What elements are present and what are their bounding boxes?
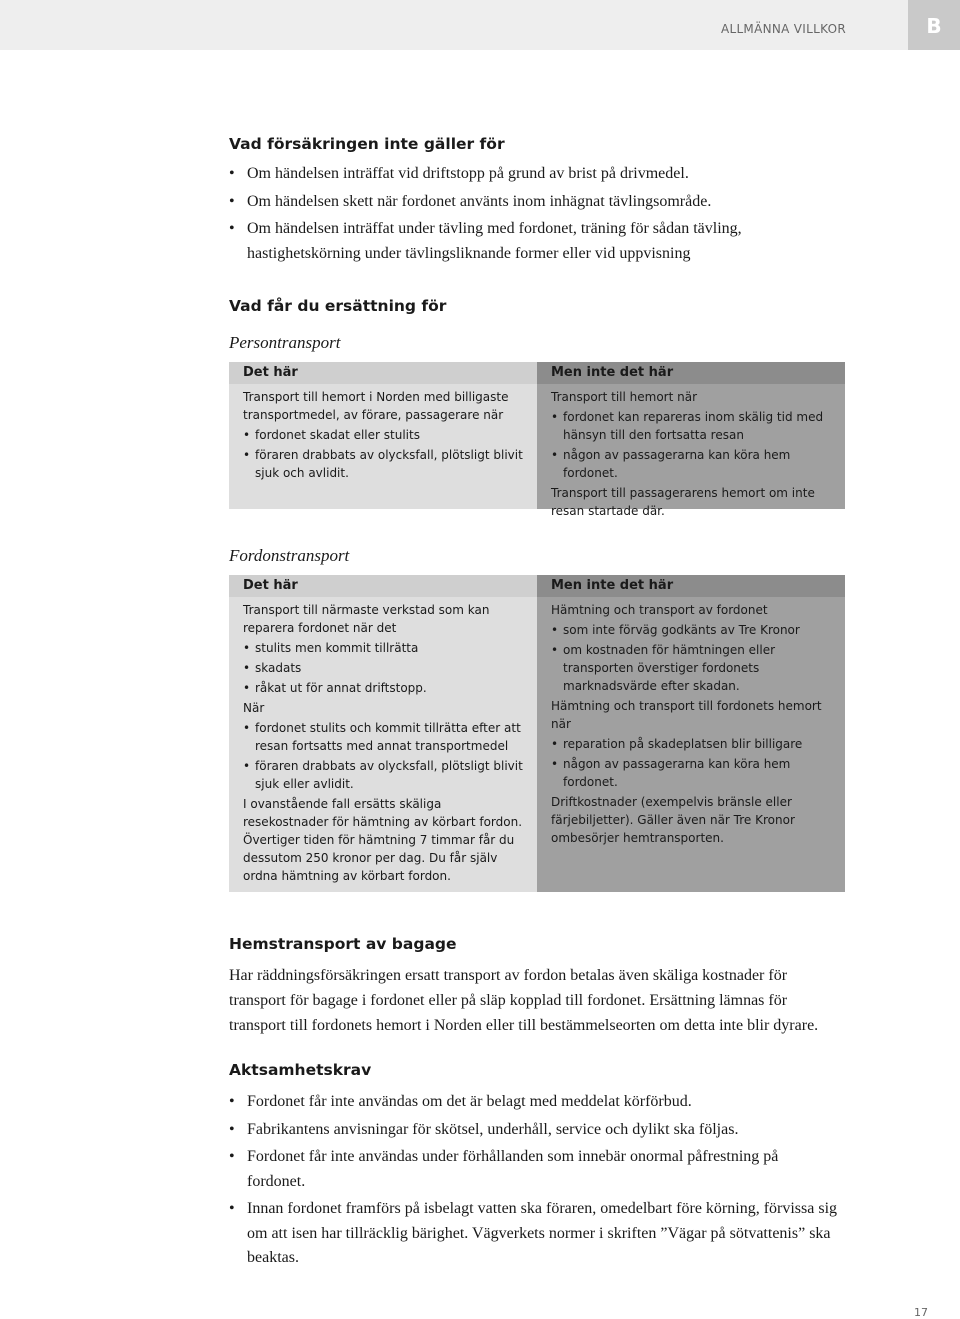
header-title: ALLMÄNNA VILLKOR: [720, 22, 846, 36]
box-intro: Hämtning och transport av fordonet: [551, 603, 768, 617]
box-heading: Det här: [229, 362, 537, 384]
box-outro: Transport till passagerarens hemort om inte resan startade där.: [551, 486, 815, 518]
box-heading: Men inte det här: [537, 362, 845, 384]
list-item: • som inte förväg godkänts av Tre Kronor: [551, 621, 831, 639]
list-item: • fordonet kan repareras inom skälig tid med hänsyn till den fortsatta resan: [551, 408, 831, 444]
aktsamhet-list: [229, 1090, 839, 1274]
heading-exclusions: Vad försäkringen inte gäller för: [229, 135, 505, 153]
list-item: • Innan fordonet framförs på isbelagt vatten ska föraren, omedelbart före körning, förvissa sig om att isen har tillräcklig bärighet. Vägverkets normer i skriften ”Vägar på sötvattenis” ska beaktas.: [229, 1197, 839, 1271]
box-when: När: [243, 701, 265, 715]
list-item: • föraren drabbats av olycksfall, plötsligt blivit sjuk och avlidit.: [243, 446, 523, 482]
list-item: • reparation på skadeplatsen blir billigare: [551, 735, 831, 753]
section-letter-tab: B: [908, 0, 960, 50]
persontransport-excluded-box: [537, 362, 845, 518]
list-item: • Fordonet får inte användas om det är belagt med meddelat körförbud.: [229, 1090, 839, 1115]
exclusions-list: [229, 162, 839, 269]
list-item: • Fabrikantens anvisningar för skötsel, underhåll, service och dylikt ska följas.: [229, 1118, 839, 1143]
heading-hemstransport: Hemstransport av bagage: [229, 935, 457, 953]
header-band: [0, 0, 960, 50]
list-item: • råkat ut för annat driftstopp.: [243, 679, 523, 697]
persontransport-covered-box: [229, 362, 537, 509]
fordonstransport-covered-box: [229, 575, 537, 892]
fordonstransport-excluded-box: [537, 575, 845, 892]
heading-persontransport: Persontransport: [229, 333, 341, 352]
list-item: • någon av passagerarna kan köra hem fordonet.: [551, 446, 831, 482]
list-item: • om kostnaden för hämtningen eller transporten överstiger fordonets marknadsvärde efter skadan.: [551, 641, 831, 695]
list-item: • Om händelsen inträffat vid driftstopp på grund av brist på drivmedel.: [229, 162, 839, 187]
list-item: • Om händelsen inträffat under tävling med fordonet, träning för sådan tävling, hastighetskörning under tävlingsliknande former eller vid uppvisning: [229, 217, 839, 266]
list-item: • stulits men kommit tillrätta: [243, 639, 523, 657]
heading-coverage: Vad får du ersättning för: [229, 297, 447, 315]
box-heading: Men inte det här: [537, 575, 845, 597]
list-item: • fordonet skadat eller stulits: [243, 426, 523, 444]
list-item: • fordonet stulits och kommit tillrätta efter att resan fortsatts med annat transportmedel: [243, 719, 523, 755]
box-heading: Det här: [229, 575, 537, 597]
list-item: • föraren drabbats av olycksfall, plötsligt blivit sjuk eller avlidit.: [243, 757, 523, 793]
list-item: • skadats: [243, 659, 523, 677]
page-number: 17: [914, 1306, 928, 1319]
box-intro: Transport till närmaste verkstad som kan reparera fordonet när det: [243, 603, 490, 635]
box-intro: Transport till hemort när: [551, 390, 698, 404]
box-outro: I ovanstående fall ersätts skäliga resekostnader för hämtning av körbart fordon. Övertiger tiden för hämtning 7 timmar får du dessutom 250 kronor per dag. Du får själv ordna hämtning av körbart fordon.: [243, 797, 523, 883]
list-item: • Fordonet får inte användas under förhållanden som innebär onormal påfrestning på fordonet.: [229, 1145, 839, 1194]
box-intro-2: Hämtning och transport till fordonets hemort när: [551, 699, 822, 731]
list-item: • någon av passagerarna kan köra hem fordonet.: [551, 755, 831, 791]
heading-fordonstransport: Fordonstransport: [229, 546, 350, 565]
heading-aktsamhet: Aktsamhetskrav: [229, 1061, 372, 1079]
box-outro: Driftkostnader (exempelvis bränsle eller färjebiljetter). Gäller även när Tre Kronor ombesörjer hemtransporten.: [551, 795, 795, 845]
list-item: • Om händelsen skett när fordonet använts inom inhägnat tävlingsområde.: [229, 190, 839, 215]
hemstransport-text: Har räddningsförsäkringen ersatt transport av fordon betalas även skäliga kostnader för transport för bagage i fordonet eller på släp kopplad till fordonet. Ersättning lämnas för transport till fordonets hemort i Norden eller till bestämmelseorten om detta inte blir dyrare.: [229, 967, 819, 1034]
box-intro: Transport till hemort i Norden med billigaste transportmedel, av förare, passagerare när: [243, 390, 509, 422]
